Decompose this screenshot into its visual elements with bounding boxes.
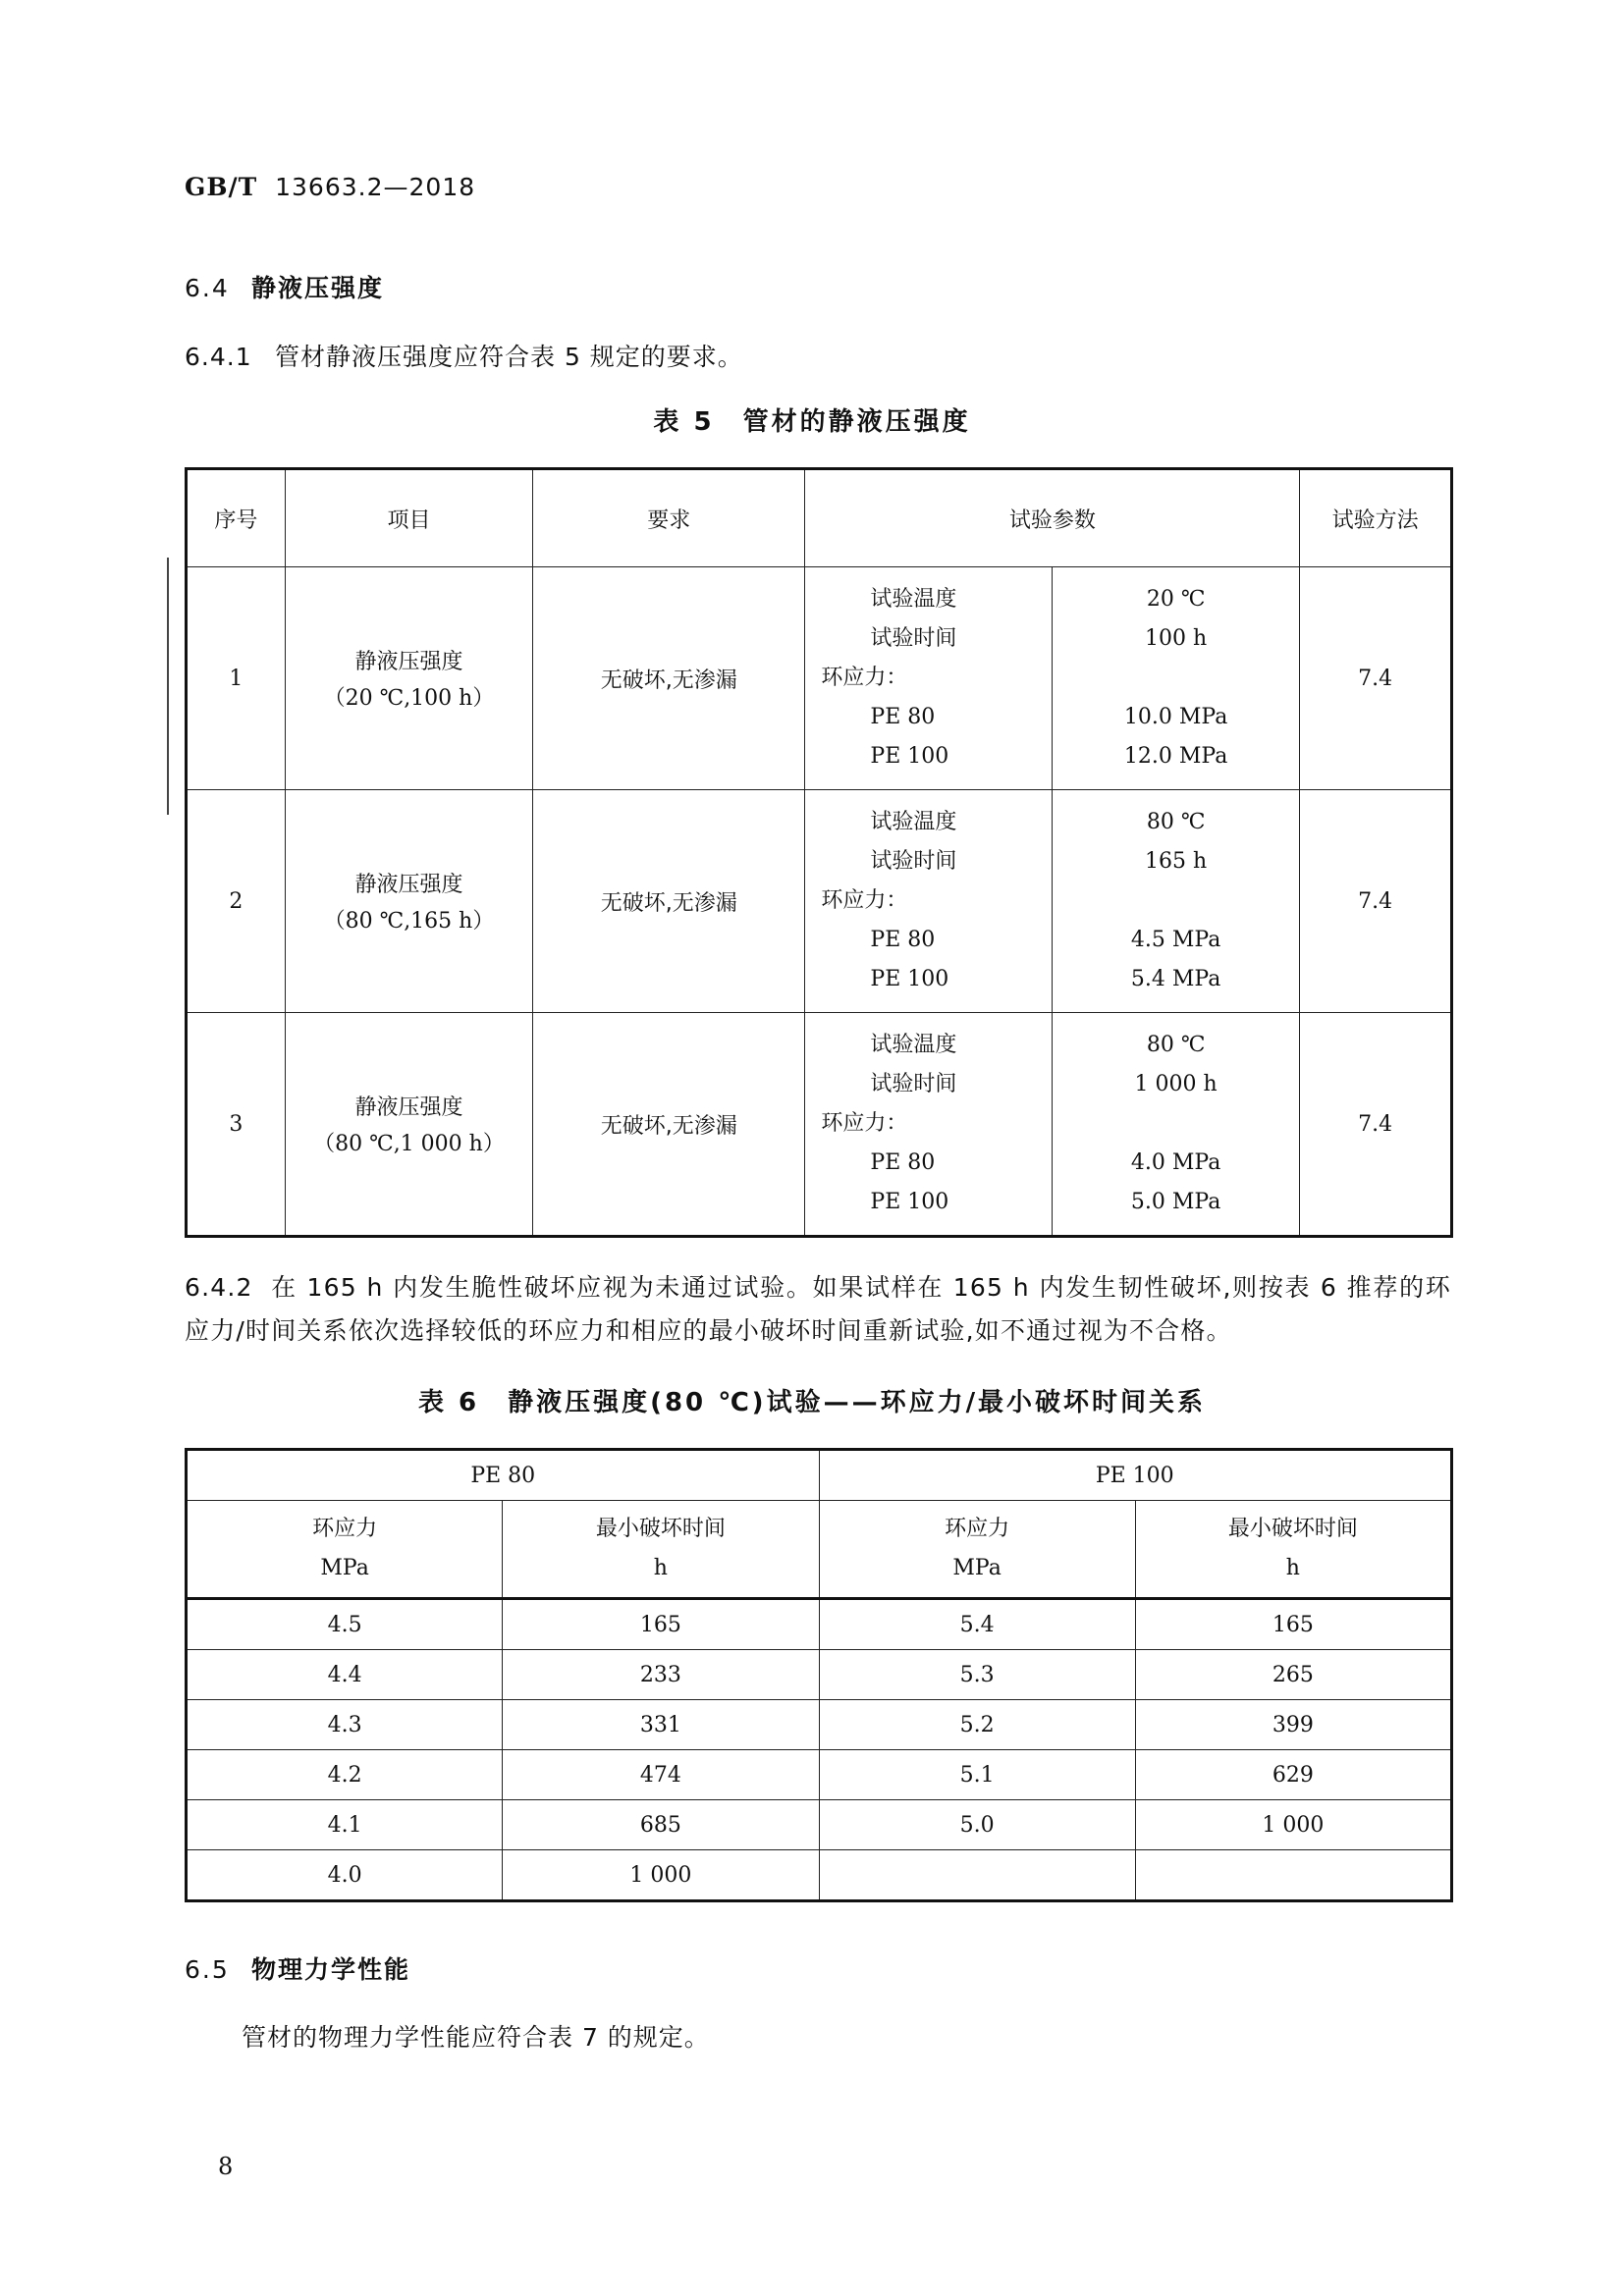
item-cell [285, 1013, 532, 1237]
table-6-caption: 表 6 静液压强度(80 ℃)试验——环应力/最小破坏时间关系 [417, 1388, 1207, 1417]
item-cell [285, 790, 532, 1013]
param-value: 80 ℃ [1146, 810, 1206, 834]
item-cell [285, 567, 532, 790]
param-value: 1 000 h [1134, 1072, 1218, 1096]
section-heading-6-4 [185, 269, 384, 304]
item-condition: （80 ℃,1 000 h） [313, 1132, 505, 1156]
param-value [1053, 659, 1299, 698]
table-cell: 331 [503, 1700, 819, 1750]
param-value: 100 h [1145, 626, 1208, 651]
param-label: PE 100 [870, 967, 949, 991]
item-name: 静液压强度 [354, 873, 463, 897]
table-cell: 165 [1135, 1599, 1451, 1650]
header-cell: 要求 [533, 469, 805, 567]
param-values-cell [1052, 1013, 1299, 1237]
column-header [187, 1501, 503, 1599]
param-value: 20 ℃ [1146, 587, 1206, 612]
table-cell: 165 [503, 1599, 819, 1650]
param-values-cell [1052, 567, 1299, 790]
param-label: 试验温度 [870, 810, 957, 834]
section-title: 静液压强度 [251, 274, 385, 302]
column-unit: MPa [952, 1556, 1001, 1580]
method-cell: 7.4 [1300, 567, 1452, 790]
param-value [1053, 1104, 1299, 1144]
header-cell: 项目 [285, 469, 532, 567]
param-values-cell [1052, 790, 1299, 1013]
table-cell: 474 [503, 1750, 819, 1800]
table-cell [819, 1850, 1135, 1901]
section-heading-6-5 [185, 1950, 410, 1986]
column-unit: h [653, 1556, 668, 1580]
param-label: 试验温度 [870, 587, 957, 612]
table-cell: 4.2 [187, 1750, 503, 1800]
param-label: PE 100 [870, 1190, 949, 1214]
row-number: 2 [187, 790, 286, 1013]
table-5 [185, 467, 1453, 1238]
param-value: 5.4 MPa [1130, 967, 1221, 991]
param-label: 试验时间 [870, 1072, 957, 1096]
table-cell: 5.1 [819, 1750, 1135, 1800]
param-value: 80 ℃ [1146, 1033, 1206, 1057]
column-header [1135, 1501, 1451, 1599]
param-label: PE 80 [870, 705, 936, 729]
table-row [187, 1599, 1452, 1650]
header-cell: 试验方法 [1300, 469, 1452, 567]
item-name: 静液压强度 [354, 1095, 463, 1120]
standard-code [185, 173, 475, 201]
param-value: 5.0 MPa [1130, 1190, 1221, 1214]
standard-prefix: GB/T [185, 173, 258, 201]
column-label: 最小破坏时间 [1227, 1517, 1358, 1541]
standard-number: 13663.2—2018 [275, 173, 476, 201]
group-header-row [187, 1450, 1452, 1501]
clause-6-4-2 [185, 1266, 1451, 1353]
group-header: PE 80 [187, 1450, 820, 1501]
param-label: 试验时间 [870, 626, 957, 651]
method-cell: 7.4 [1300, 790, 1452, 1013]
param-label: 环应力： [821, 888, 908, 913]
param-labels-cell [805, 790, 1053, 1013]
param-label: 环应力： [821, 1111, 908, 1136]
section-number: 6.4 [185, 274, 230, 302]
table-cell: 629 [1135, 1750, 1451, 1800]
param-label: PE 100 [870, 744, 949, 769]
param-label: 试验温度 [870, 1033, 957, 1057]
column-label: 最小破坏时间 [595, 1517, 726, 1541]
section-title: 物理力学性能 [251, 1955, 411, 1984]
table-cell: 1 000 [503, 1850, 819, 1901]
table-cell: 4.1 [187, 1800, 503, 1850]
clause-6-4-1 [185, 338, 743, 373]
table-cell: 5.3 [819, 1650, 1135, 1700]
param-value [1053, 881, 1299, 921]
table-header-row [187, 469, 1452, 567]
table-row [187, 1800, 1452, 1850]
table-5-caption: 表 5 管材的静液压强度 [653, 407, 971, 437]
item-condition: （80 ℃,165 h） [323, 909, 495, 934]
group-header: PE 100 [819, 1450, 1452, 1501]
param-value: 165 h [1145, 849, 1208, 874]
table-row [187, 1850, 1452, 1901]
column-header-row [187, 1501, 1452, 1599]
table-6 [185, 1448, 1453, 1902]
clause-number: 6.4.2 [185, 1273, 253, 1302]
requirement-cell: 无破坏,无渗漏 [533, 1013, 805, 1237]
column-label: 环应力 [945, 1517, 1010, 1541]
table-row [187, 1750, 1452, 1800]
param-value: 4.5 MPa [1130, 928, 1221, 952]
param-label: PE 80 [870, 1150, 936, 1175]
table-cell: 4.5 [187, 1599, 503, 1650]
table-row [187, 790, 1452, 1013]
table-cell [1135, 1850, 1451, 1901]
param-label: 试验时间 [870, 849, 957, 874]
clause-text: 管材静液压强度应符合表 5 规定的要求。 [275, 343, 743, 371]
table-cell: 1 000 [1135, 1800, 1451, 1850]
param-value: 4.0 MPa [1130, 1150, 1221, 1175]
table-cell: 399 [1135, 1700, 1451, 1750]
method-cell: 7.4 [1300, 1013, 1452, 1237]
clause-number: 6.4.1 [185, 343, 252, 371]
header-cell: 试验参数 [805, 469, 1300, 567]
param-labels-cell [805, 1013, 1053, 1237]
column-unit: MPa [320, 1556, 369, 1580]
table-cell: 685 [503, 1800, 819, 1850]
table-cell: 4.3 [187, 1700, 503, 1750]
param-label: PE 80 [870, 928, 936, 952]
table-row [187, 1013, 1452, 1237]
column-unit: h [1285, 1556, 1300, 1580]
section-number: 6.5 [185, 1955, 230, 1984]
column-header [819, 1501, 1135, 1599]
table-cell: 4.4 [187, 1650, 503, 1700]
table-cell: 265 [1135, 1650, 1451, 1700]
row-number: 3 [187, 1013, 286, 1237]
param-value: 12.0 MPa [1123, 744, 1228, 769]
requirement-cell: 无破坏,无渗漏 [533, 567, 805, 790]
header-cell: 序号 [187, 469, 286, 567]
table-cell: 233 [503, 1650, 819, 1700]
table-row [187, 567, 1452, 790]
table-row [187, 1650, 1452, 1700]
margin-rule [167, 558, 169, 815]
row-number: 1 [187, 567, 286, 790]
table-cell: 5.4 [819, 1599, 1135, 1650]
page-number: 8 [218, 2153, 234, 2180]
column-header [503, 1501, 819, 1599]
requirement-cell: 无破坏,无渗漏 [533, 790, 805, 1013]
item-condition: （20 ℃,100 h） [323, 686, 495, 711]
table-row [187, 1700, 1452, 1750]
item-name: 静液压强度 [354, 650, 463, 674]
clause-text: 在 165 h 内发生脆性破坏应视为未通过试验。如果试样在 165 h 内发生韧性破坏,则按表 6 推荐的环应力/时间关系依次选择较低的环应力和相应的最小破坏时间重新试验,如不通过视为不合格。 [185, 1273, 1451, 1345]
column-label: 环应力 [312, 1517, 378, 1541]
paragraph-6-5: 管材的物理力学性能应符合表 7 的规定。 [242, 2023, 710, 2052]
param-value: 10.0 MPa [1123, 705, 1228, 729]
table-cell: 4.0 [187, 1850, 503, 1901]
param-labels-cell [805, 567, 1053, 790]
table-cell: 5.2 [819, 1700, 1135, 1750]
param-label: 环应力： [821, 666, 908, 690]
table-cell: 5.0 [819, 1800, 1135, 1850]
